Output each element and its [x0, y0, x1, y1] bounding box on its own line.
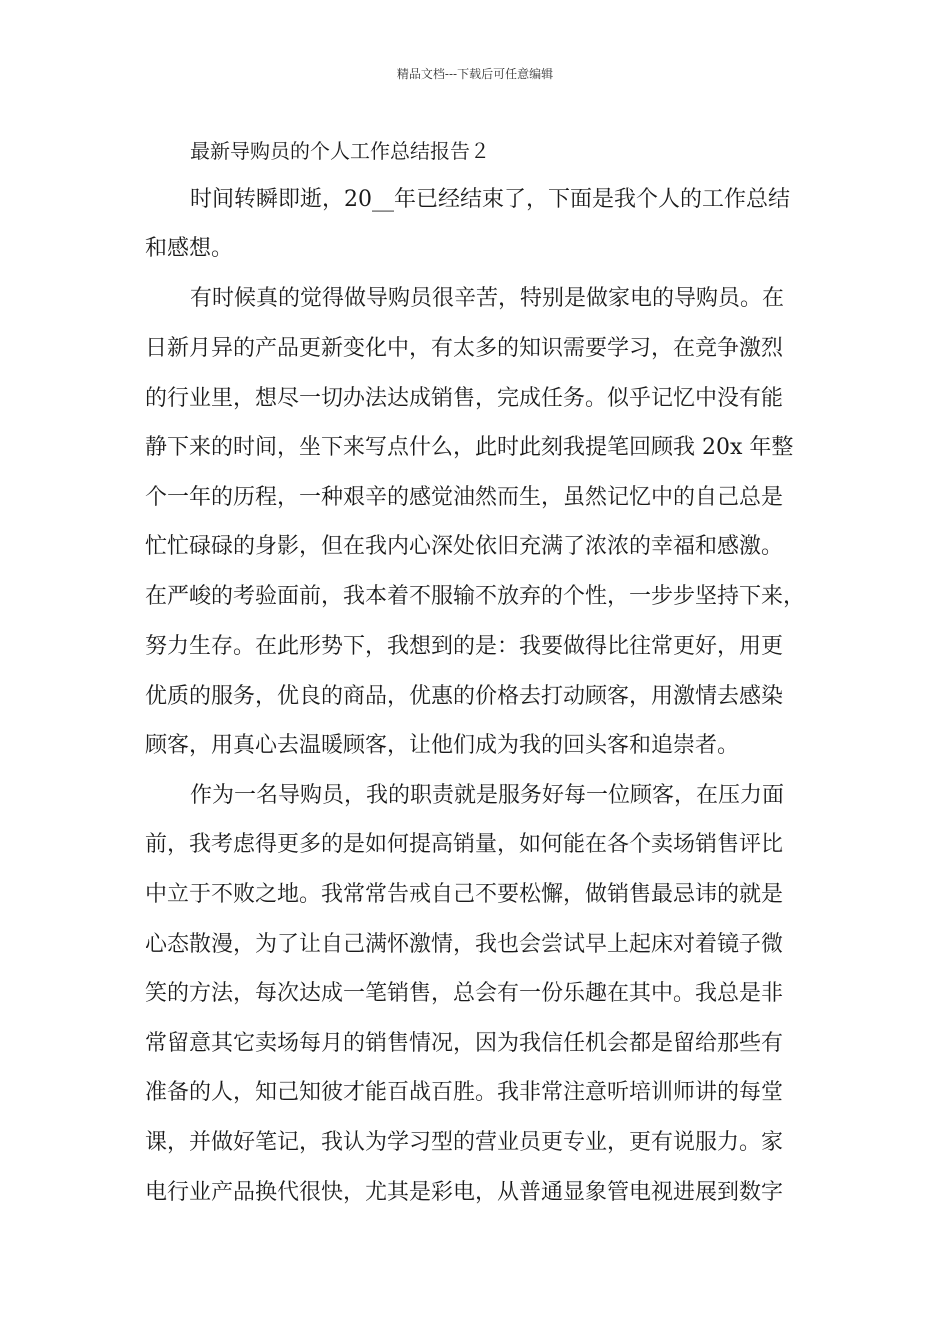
paragraph-line: 努力生存。在此形势下，我想到的是：我要做得比往常更好，用更	[145, 634, 784, 659]
paragraph-line: 课，并做好笔记，我认为学习型的营业员更专业，更有说服力。家	[145, 1130, 784, 1155]
paragraph-line: 心态散漫，为了让自己满怀激情，我也会尝试早上起床对着镜子微	[145, 932, 784, 957]
paragraph-line: 中立于不败之地。我常常告戒自己不要松懈，做销售最忌讳的就是	[145, 882, 784, 907]
document-title: 最新导购员的个人工作总结报告２	[190, 139, 490, 163]
paragraph-line: 作为一名导购员，我的职责就是服务好每一位顾客，在压力面	[190, 783, 785, 808]
paragraph-line: 个一年的历程，一种艰辛的感觉油然而生，虽然记忆中的自己总是	[145, 485, 784, 510]
paragraph-line: 笑的方法，每次达成一笔销售，总会有一份乐趣在其中。我总是非	[145, 981, 784, 1006]
paragraph-line: 静下来的时间，坐下来写点什么，此时此刻我提笔回顾我 20x 年整	[145, 435, 794, 460]
paragraph-line: 时间转瞬即逝，20__年已经结束了，下面是我个人的工作总结	[190, 187, 790, 212]
paragraph-line: 和感想。	[145, 236, 234, 261]
paragraph-line: 的行业里，想尽一切办法达成销售，完成任务。似乎记忆中没有能	[145, 386, 784, 411]
paragraph-line: 优质的服务，优良的商品，优惠的价格去打动顾客，用激情去感染	[145, 684, 784, 709]
paragraph-line: 前，我考虑得更多的是如何提高销量，如何能在各个卖场销售评比	[145, 832, 784, 857]
paragraph-line: 在严峻的考验面前，我本着不服输不放弃的个性，一步步坚持下来，	[145, 584, 806, 609]
paragraph-line: 常留意其它卖场每月的销售情况，因为我信任机会都是留给那些有	[145, 1031, 784, 1056]
paragraph-line: 日新月异的产品更新变化中，有太多的知识需要学习，在竞争激烈	[145, 336, 784, 361]
paragraph-line: 顾客，用真心去温暖顾客，让他们成为我的回头客和追崇者。	[145, 733, 740, 758]
paragraph-line: 电行业产品换代很快，尤其是彩电，从普通显象管电视进展到数字	[145, 1180, 784, 1205]
page-header: 精品文档---下载后可任意编辑	[396, 67, 554, 81]
paragraph-line: 有时候真的觉得做导购员很辛苦，特别是做家电的导购员。在	[190, 286, 785, 311]
paragraph-line: 忙忙碌碌的身影，但在我内心深处依旧充满了浓浓的幸福和感激。	[145, 534, 784, 559]
paragraph-line: 准备的人，知己知彼才能百战百胜。我非常注意听培训师讲的每堂	[145, 1080, 784, 1105]
